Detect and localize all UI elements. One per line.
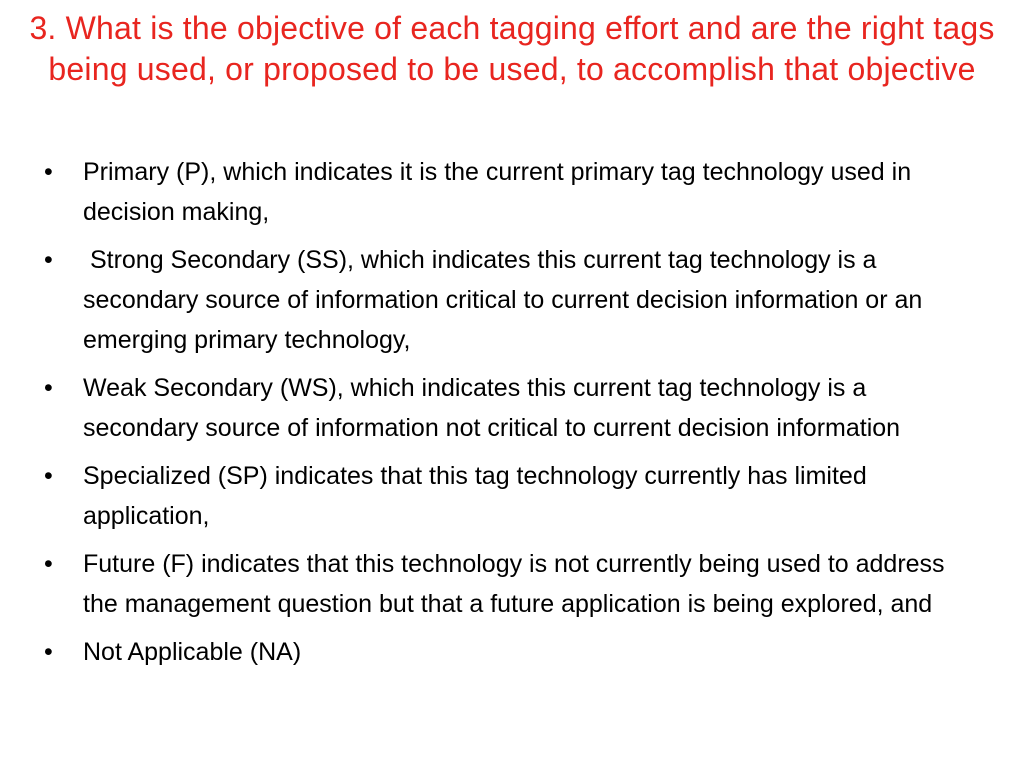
bullet-text-primary: Primary (P), which indicates it is the current primary tag technology used in decision making,: [83, 158, 919, 226]
bullet-text-future: Future (F) indicates that this technology is not currently being used to address the management question but that a future application is being explored, and: [83, 550, 952, 618]
bullet-icon: •: [44, 246, 53, 274]
bullet-icon: •: [44, 638, 53, 666]
bullet-icon: •: [44, 462, 53, 490]
bullet-list: [44, 152, 984, 680]
slide-title: 3. What is the objective of each tagging effort and are the right tags being used, or proposed to be used, to accomplish that objective: [29, 10, 995, 87]
bullet-icon: •: [44, 550, 53, 578]
list-item: [44, 240, 984, 360]
list-item: [44, 456, 984, 536]
list-item: [44, 632, 984, 672]
list-item: [44, 152, 984, 232]
bullet-text-strong-secondary: Strong Secondary (SS), which indicates this current tag technology is a secondary source of information critical to current decision information or an emerging primary technology,: [83, 246, 930, 354]
bullet-icon: •: [44, 158, 53, 186]
bullet-text-specialized: Specialized (SP) indicates that this tag technology currently has limited application,: [83, 462, 874, 530]
list-item: [44, 368, 984, 448]
list-item: [44, 544, 984, 624]
bullet-icon: •: [44, 374, 53, 402]
bullet-text-not-applicable: Not Applicable (NA): [83, 638, 302, 666]
bullet-text-weak-secondary: Weak Secondary (WS), which indicates this current tag technology is a secondary source of information not critical to current decision information: [83, 374, 901, 442]
